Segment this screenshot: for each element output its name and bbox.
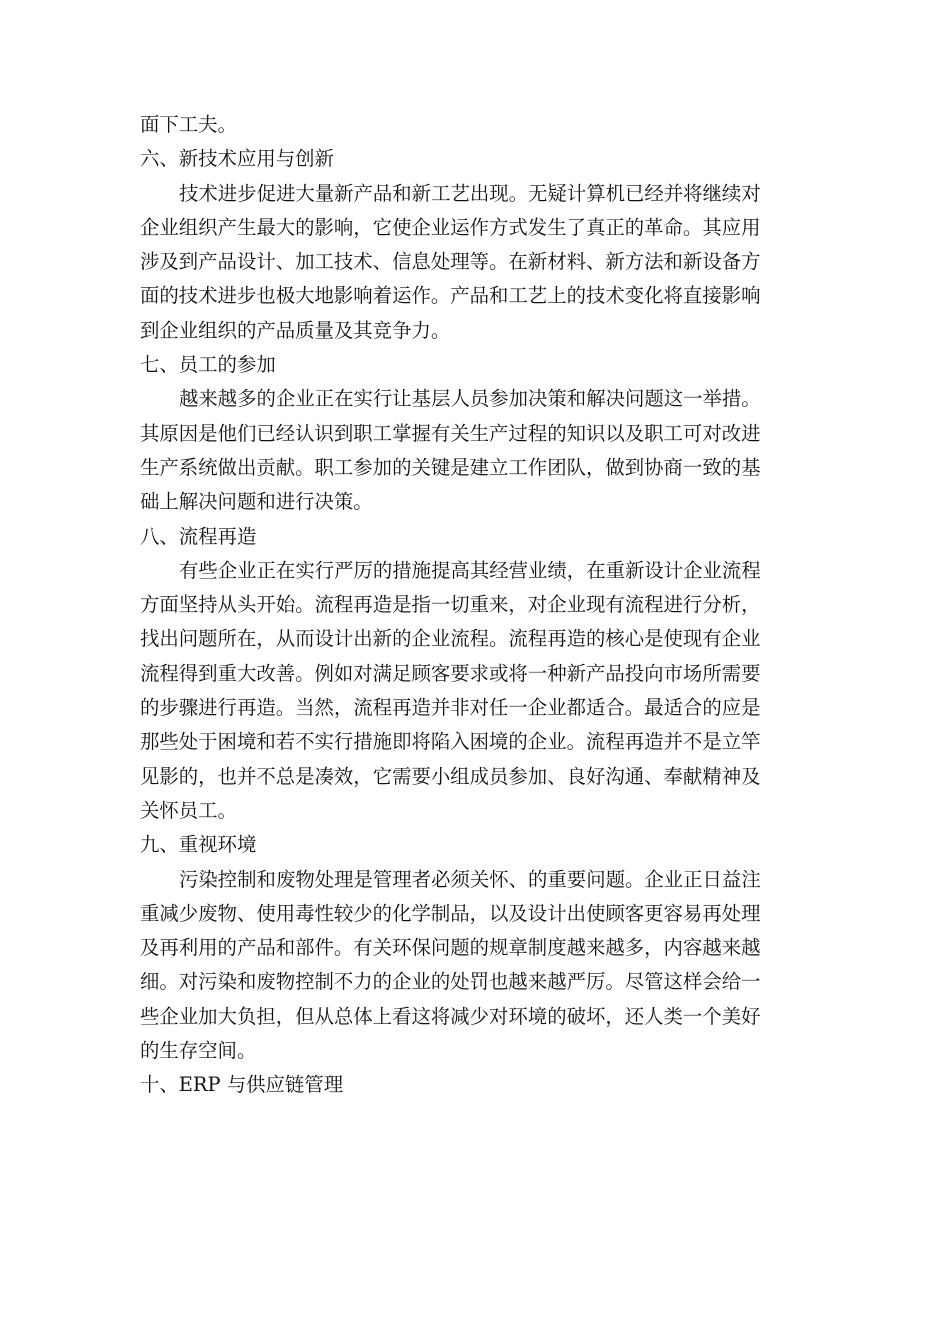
paragraph-line: 见影的，也并不总是凑效，它需要小组成员参加、良好沟通、奉献精神及 [140,764,761,788]
paragraph-line: 关怀员工。 [140,798,237,822]
paragraph-line: 及再利用的产品和部件。有关环保问题的规章制度越来越多，内容越来越 [140,936,761,960]
paragraph-line: 方面坚持从头开始。流程再造是指一切重来，对企业现有流程进行分析， [140,593,761,617]
paragraph-line: 技术进步促进大量新产品和新工艺出现。无疑计算机已经并将继续对 [179,181,761,205]
paragraph-line: 越来越多的企业正在实行让基层人员参加决策和解决问题这一举措。 [179,387,761,411]
paragraph-line: 面下工夫。 [140,113,237,136]
section-heading-6: 六、新技术应用与创新 [140,147,334,171]
paragraph-line: 的生存空间。 [140,1039,257,1063]
paragraph-line: 些企业加大负担，但从总体上看这将减少对环境的破坏，还人类一个美好 [140,1004,761,1028]
paragraph-line: 到企业组织的产品质量及其竞争力。 [140,318,451,342]
paragraph-line: 污染控制和废物处理是管理者必须关怀、的重要问题。企业正日益注 [179,867,761,891]
section-heading-7: 七、员工的参加 [140,353,276,377]
paragraph-line: 生产系统做出贡献。职工参加的关键是建立工作团队，做到协商一致的基 [140,455,761,479]
paragraph-line: 重减少废物、使用毒性较少的化学制品，以及设计出使顾客更容易再处理 [140,901,761,925]
section-heading-8: 八、流程再造 [140,524,257,548]
paragraph-line: 面的技术进步也极大地影响着运作。产品和工艺上的技术变化将直接影响 [140,284,761,308]
paragraph-line: 涉及到产品设计、加工技术、信息处理等。在新材料、新方法和新设备方 [140,250,761,274]
section-heading-9: 九、重视环境 [140,833,257,857]
paragraph-line: 础上解决问题和进行决策。 [140,490,373,514]
paragraph-line: 细。对污染和废物控制不力的企业的处罚也越来越严厉。尽管这样会给一 [140,970,761,994]
paragraph-line: 那些处于困境和若不实行措施即将陷入困境的企业。流程再造并不是立竿 [140,730,761,754]
paragraph-line: 企业组织产生最大的影响，它使企业运作方式发生了真正的革命。其应用 [140,215,761,239]
paragraph-line: 流程得到重大改善。例如对满足顾客要求或将一种新产品投向市场所需要 [140,661,761,685]
document-body [140,108,826,1103]
paragraph-line: 有些企业正在实行严厉的措施提高其经营业绩，在重新设计企业流程 [179,558,761,582]
section-heading-10: 十、ERP 与供应链管理 [140,1073,344,1097]
paragraph-line: 找出问题所在，从而设计出新的企业流程。流程再造的核心是使现有企业 [140,627,761,651]
paragraph-line: 的步骤进行再造。当然，流程再造并非对任一企业都适合。最适合的应是 [140,696,761,720]
paragraph-line: 其原因是他们已经认识到职工掌握有关生产过程的知识以及职工可对改进 [140,421,761,445]
